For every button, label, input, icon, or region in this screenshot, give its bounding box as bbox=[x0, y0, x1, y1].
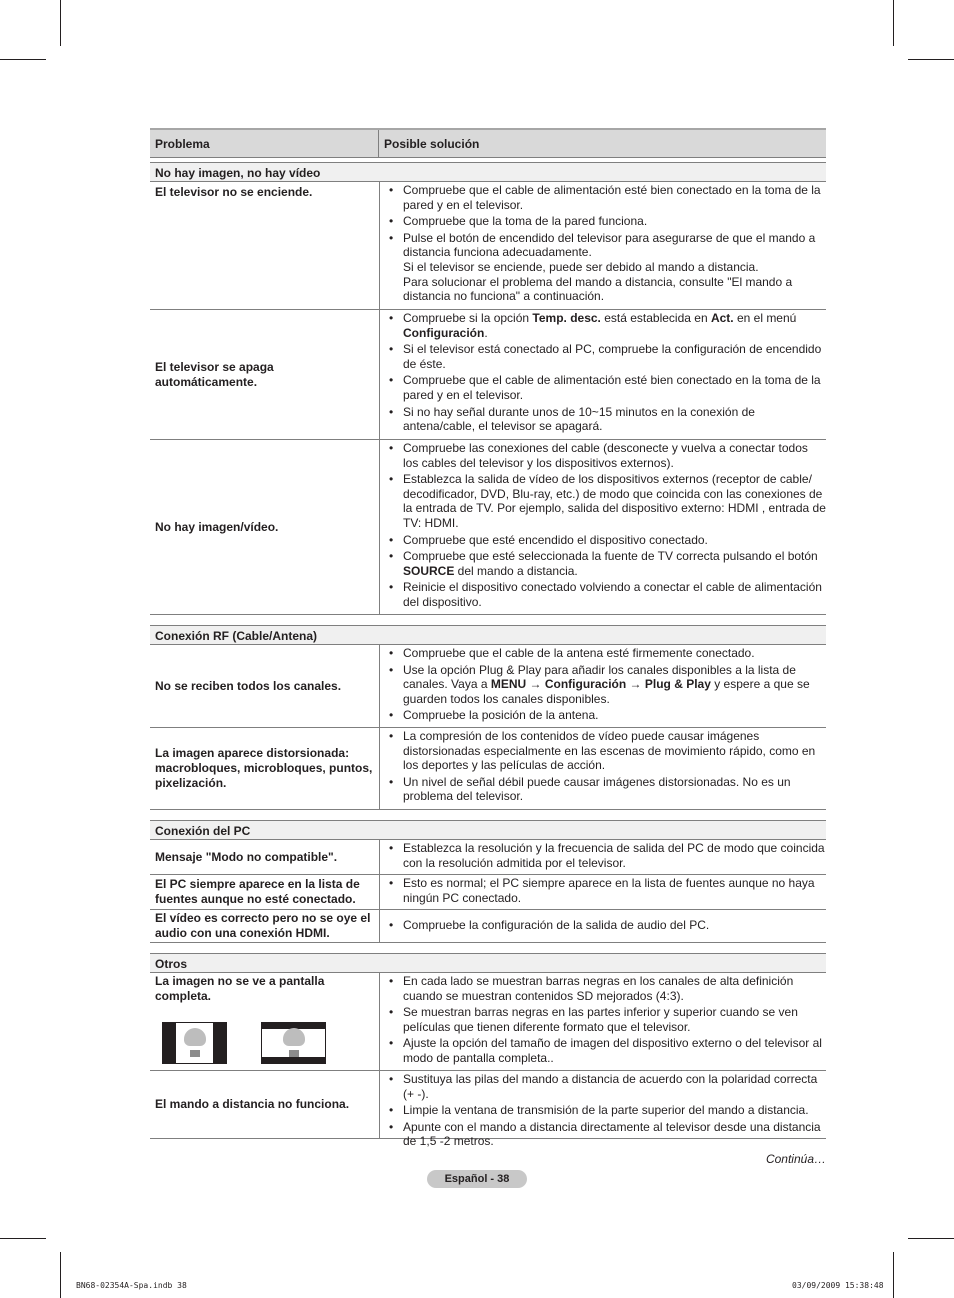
table-row bbox=[150, 973, 826, 1071]
continues-label: Continúa… bbox=[765, 1152, 826, 1166]
section-title: Otros bbox=[150, 953, 826, 973]
table-row bbox=[150, 840, 826, 875]
solution-cell bbox=[380, 440, 826, 614]
crop-mark bbox=[893, 1252, 894, 1298]
solution-column-header: Posible solución bbox=[384, 137, 480, 151]
solution-cell bbox=[380, 1071, 826, 1149]
solution-cell bbox=[380, 840, 826, 874]
problem-cell: La imagen aparece distorsionada: macrobloques, microbloques, puntos, pixelización. bbox=[150, 728, 380, 809]
problem-cell: El mando a distancia no funciona. bbox=[150, 1071, 380, 1138]
problem-cell: No se reciben todos los canales. bbox=[150, 645, 380, 727]
crop-mark bbox=[60, 1252, 61, 1298]
crop-mark bbox=[908, 59, 954, 60]
solution-item: • Esto es normal; el PC siempre aparece en la lista de fuentes aunque no haya ningún PC conectado. bbox=[380, 876, 826, 905]
solution-item: • Pulse el botón de encendido del televisor para asegurarse de que el mando a distancia funciona adecuadamente. Si el televisor se enciende, puede ser debido al mando a distancia. Para solucionar el problema del mando a distancia, consulte "El mando a distancia no funciona" a continuación. bbox=[380, 231, 826, 304]
solution-item: • Se muestran barras negras en las partes inferior y superior cuando se ven películas que tienen diferente formato que el televisor. bbox=[380, 1005, 826, 1034]
solution-item: • La compresión de los contenidos de vídeo puede causar imágenes distorsionadas especialmente en las escenas de movimiento rápido, como en los deportes y las películas de acción. bbox=[380, 729, 826, 773]
solution-item: • Compruebe que esté encendido el dispositivo conectado. bbox=[380, 533, 826, 548]
table-row bbox=[150, 645, 826, 728]
solution-cell bbox=[380, 645, 826, 727]
solution-item: • Compruebe que la toma de la pared funciona. bbox=[380, 214, 826, 229]
footer-date: 03/09/2009 15:38:48 bbox=[792, 1281, 884, 1290]
page-number-badge: Español - 38 bbox=[427, 1170, 527, 1188]
solution-item: • Compruebe que el cable de alimentación esté bien conectado en la toma de la pared y en el televisor. bbox=[380, 183, 826, 212]
section-title: Conexión del PC bbox=[150, 820, 826, 840]
solution-item: • Si el televisor está conectado al PC, compruebe la configuración de encendido de éste. bbox=[380, 342, 826, 371]
table-row bbox=[150, 182, 826, 310]
pillarbox-screen-icon bbox=[162, 1022, 227, 1064]
solution-item: • En cada lado se muestran barras negras en los canales de alta definición cuando se muestran contenidos SD mejorados (4:3). bbox=[380, 974, 826, 1003]
solution-cell bbox=[380, 182, 826, 309]
crop-mark bbox=[0, 59, 46, 60]
section-title: Conexión RF (Cable/Antena) bbox=[150, 625, 826, 645]
solution-item: • Establezca la salida de vídeo de los dispositivos externos (receptor de cable/ decodificador, DVD, Blu-ray, etc.) de modo que coincida con las conexiones de la entrada de TV. Por ejemplo, salida del dispositivo externo: HDMI , entrada de TV: HDMI. bbox=[380, 472, 826, 530]
crop-mark bbox=[0, 1238, 46, 1239]
solution-item: • Limpie la ventana de transmisión de la parte superior del mando a distancia. bbox=[380, 1103, 826, 1118]
problem-cell: Mensaje "Modo no compatible". bbox=[150, 840, 380, 874]
table-row bbox=[150, 910, 826, 943]
solution-cell bbox=[380, 310, 826, 439]
crop-mark bbox=[893, 0, 894, 46]
crop-mark bbox=[60, 0, 61, 46]
solution-item: • Establezca la resolución y la frecuencia de salida del PC de modo que coincida con la resolución admitida por el televisor. bbox=[380, 841, 826, 870]
solution-item: • Reinicie el dispositivo conectado volviendo a conectar el cable de alimentación del dispositivo. bbox=[380, 580, 826, 609]
section-title: No hay imagen, no hay vídeo bbox=[150, 162, 826, 182]
solution-cell bbox=[380, 875, 826, 909]
table-header bbox=[150, 128, 826, 158]
table-row bbox=[150, 875, 826, 910]
solution-item: • Use la opción Plug & Play para añadir los canales disponibles a la lista de canales. Vaya a MENU → Configuración → Plug & Play y espere a que se guarden todos los canales disponibles. bbox=[380, 663, 826, 707]
table-row bbox=[150, 1071, 826, 1149]
solution-item: • Compruebe que el cable de alimentación esté bien conectado en la toma de la pared y en el televisor. bbox=[380, 373, 826, 402]
problem-cell bbox=[150, 973, 380, 1070]
problem-cell: No hay imagen/vídeo. bbox=[150, 440, 380, 614]
troubleshooting-table bbox=[150, 128, 826, 1149]
letterbox-screen-icon bbox=[261, 1022, 326, 1064]
crop-mark bbox=[908, 1238, 954, 1239]
solution-note: Si el televisor se enciende, puede ser debido al mando a distancia. bbox=[403, 259, 759, 274]
problem-cell: El PC siempre aparece en la lista de fuentes aunque no esté conectado. bbox=[150, 875, 380, 909]
solution-cell bbox=[380, 910, 826, 942]
solution-item: • Compruebe que el cable de la antena esté firmemente conectado. bbox=[380, 646, 826, 661]
solution-cell bbox=[380, 728, 826, 809]
table-row bbox=[150, 440, 826, 615]
solution-item: • Compruebe las conexiones del cable (desconecte y vuelva a conectar todos los cables del televisor y los dispositivos externos). bbox=[380, 441, 826, 470]
problem-column-header: Problema bbox=[150, 130, 379, 157]
aspect-ratio-illustrations bbox=[162, 1022, 326, 1064]
solution-item: • Un nivel de señal débil puede causar imágenes distorsionadas. No es un problema del televisor. bbox=[380, 775, 826, 804]
solution-note: Para solucionar el problema del mando a distancia, consulte "El mando a distancia no funciona" a continuación. bbox=[403, 274, 793, 304]
solution-item: • Compruebe la configuración de la salida de audio del PC. bbox=[380, 918, 709, 933]
footer-file-info: BN68-02354A-Spa.indb 38 bbox=[76, 1281, 187, 1290]
problem-text: La imagen no se ve a pantalla completa. bbox=[155, 974, 325, 1003]
solution-item: • Compruebe la posición de la antena. bbox=[380, 708, 826, 723]
solution-item: • Si no hay señal durante unos de 10~15 minutos en la conexión de antena/cable, el televisor se apagará. bbox=[380, 405, 826, 434]
table-row bbox=[150, 310, 826, 440]
table-row bbox=[150, 728, 826, 810]
solution-item: • Ajuste la opción del tamaño de imagen del dispositivo externo o del televisor al modo de pantalla completa.. bbox=[380, 1036, 826, 1065]
solution-item: • Compruebe si la opción Temp. desc. está establecida en Act. en el menú Configuración. bbox=[380, 311, 826, 340]
problem-cell: El televisor no se enciende. bbox=[150, 182, 380, 309]
problem-cell: El vídeo es correcto pero no se oye el audio con una conexión HDMI. bbox=[150, 910, 380, 942]
solution-item: • Apunte con el mando a distancia directamente al televisor desde una distancia de 1,5 -2 metros. bbox=[380, 1120, 826, 1149]
solution-item: • Compruebe que esté seleccionada la fuente de TV correcta pulsando el botón SOURCE del mando a distancia. bbox=[380, 549, 826, 578]
solution-cell bbox=[380, 973, 826, 1070]
problem-cell: El televisor se apaga automáticamente. bbox=[150, 310, 380, 439]
solution-item: • Sustituya las pilas del mando a distancia de acuerdo con la polaridad correcta (+ -). bbox=[380, 1072, 826, 1101]
